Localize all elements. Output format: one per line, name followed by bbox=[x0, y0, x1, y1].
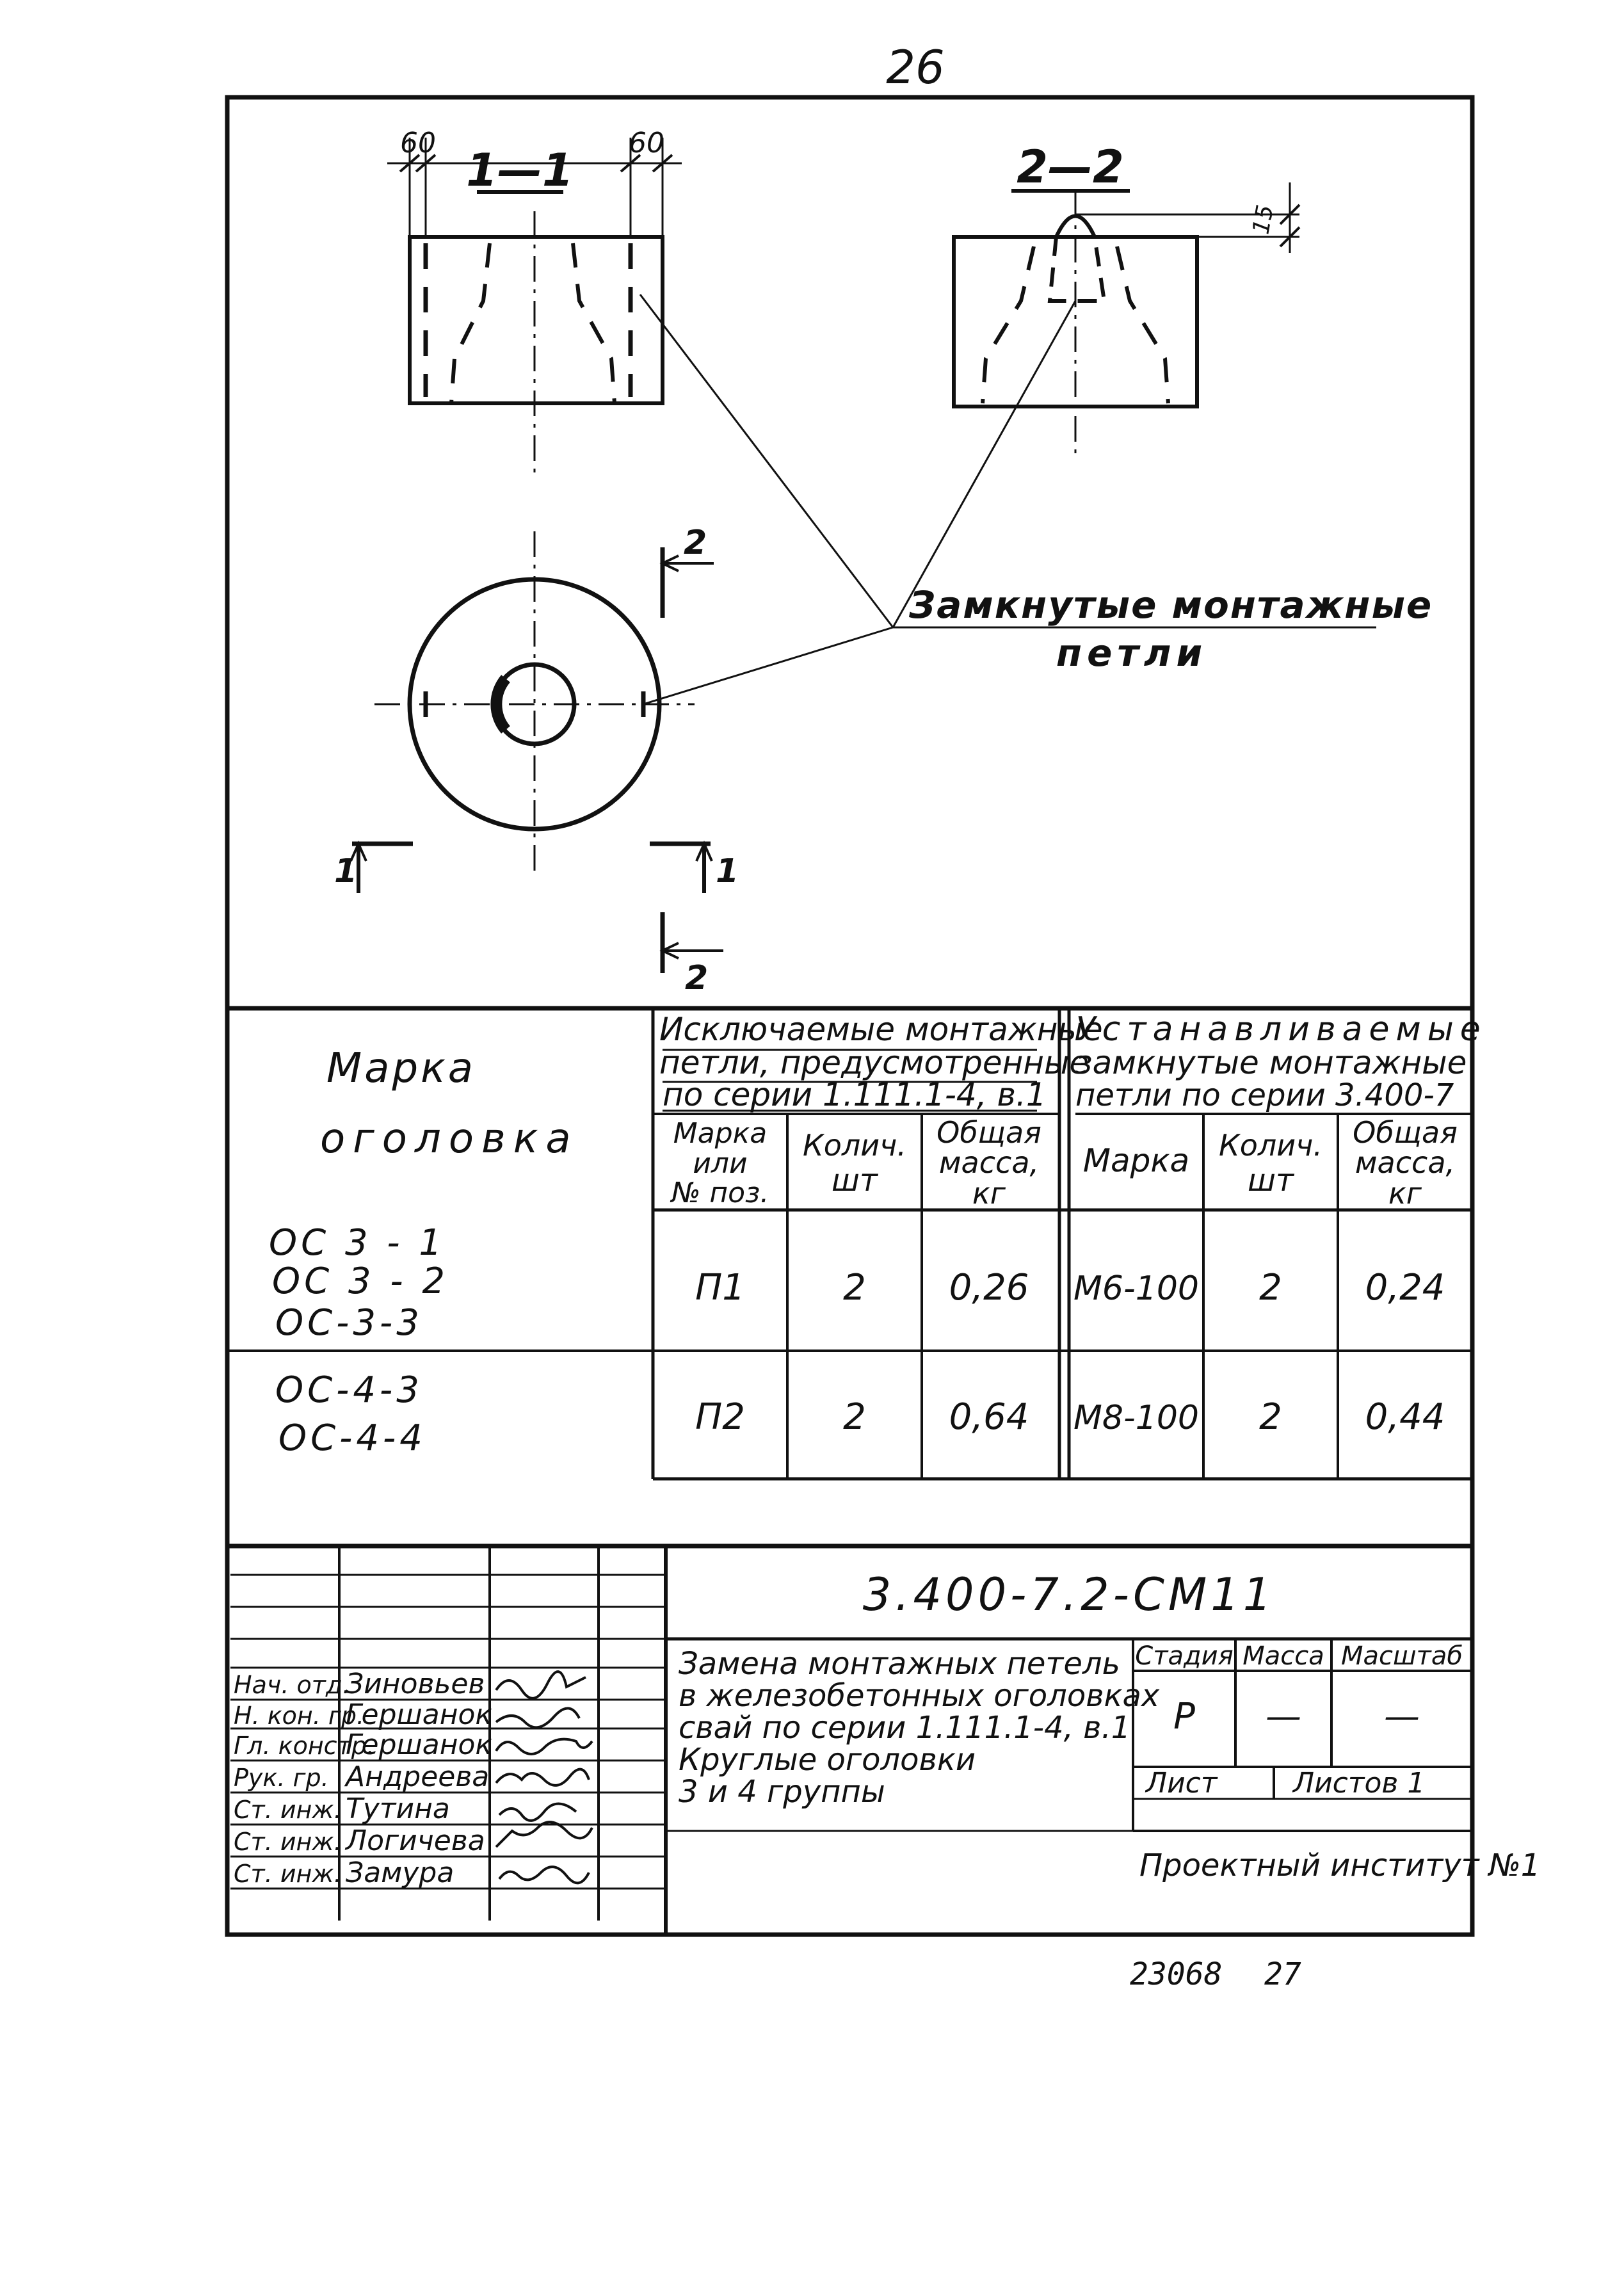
sheets-label: Листов 1 bbox=[1293, 1767, 1426, 1800]
row2-excl-mark: П2 bbox=[695, 1396, 745, 1438]
section-2-taper-left bbox=[983, 246, 1034, 403]
page-number: 26 bbox=[886, 40, 945, 94]
inventory-number: 23068 bbox=[1130, 1956, 1223, 1992]
sub-inst-qty-2: шт bbox=[1248, 1163, 1294, 1198]
cut-mark-2-top: 2 bbox=[684, 524, 707, 562]
sub-inst-mass-3: кг bbox=[1388, 1176, 1422, 1211]
staff-role-1: Нач. отд. bbox=[234, 1671, 351, 1699]
section-1-body bbox=[410, 237, 663, 403]
staff-role-6: Ст. инж. bbox=[234, 1828, 342, 1856]
cut-mark-1-right: 1 bbox=[716, 852, 739, 890]
staff-name-1: Зиновьев bbox=[346, 1668, 485, 1700]
staff-name-7: Замура bbox=[346, 1857, 454, 1889]
staff-name-5: Тутина bbox=[346, 1793, 450, 1825]
section-2-taper-right bbox=[1117, 246, 1168, 403]
table-row bbox=[275, 1369, 1445, 1459]
doc-code: 3.400-7.2-СМ11 bbox=[862, 1568, 1276, 1621]
row2-inst-mark: М8-100 bbox=[1073, 1399, 1199, 1437]
sub-excl-mark-1: Марка bbox=[673, 1117, 768, 1150]
signature-3 bbox=[496, 1739, 592, 1754]
title-line-1: Замена монтажных петель bbox=[679, 1646, 1120, 1682]
sub-excl-mass-1: Общая bbox=[937, 1115, 1041, 1150]
row1-excl-mass: 0,26 bbox=[949, 1267, 1029, 1309]
leader-line-2 bbox=[893, 301, 1075, 627]
sub-excl-mark-2: или bbox=[693, 1147, 748, 1180]
staff-role-4: Рук. гр. bbox=[234, 1764, 329, 1792]
cut-mark-2-bottom: 2 bbox=[685, 959, 709, 997]
cut-mark-1-left: 1 bbox=[334, 852, 358, 890]
sub-excl-mark-3: № поз. bbox=[671, 1177, 769, 1209]
leader-line-3 bbox=[643, 627, 893, 704]
row1-inst-qty: 2 bbox=[1259, 1267, 1282, 1309]
group-installed-line1: Устанавливаемые bbox=[1075, 1010, 1487, 1049]
staff-role-7: Ст. инж. bbox=[234, 1860, 342, 1888]
row2-mark-1: ОС-4-3 bbox=[275, 1369, 423, 1411]
staff-name-3: Гершанок bbox=[346, 1728, 493, 1761]
sub-excl-mass-2: масса, bbox=[938, 1145, 1040, 1180]
row2-inst-mass: 0,44 bbox=[1365, 1396, 1445, 1438]
signature-2 bbox=[496, 1708, 579, 1727]
row2-excl-mass: 0,64 bbox=[949, 1396, 1029, 1438]
row1-mark-3: ОС-3-3 bbox=[275, 1302, 423, 1344]
title-line-5: 3 и 4 группы bbox=[679, 1774, 885, 1810]
col-mark-title-2: оголовка bbox=[320, 1115, 579, 1163]
organization: Проектный институт №1 bbox=[1139, 1848, 1541, 1883]
section-2-2 bbox=[954, 182, 1299, 461]
sub-excl-qty-1: Колич. bbox=[803, 1128, 906, 1163]
signature-5 bbox=[499, 1804, 576, 1821]
row2-mark-2: ОС-4-4 bbox=[278, 1417, 426, 1459]
loops-callout-line1: Замкнутые монтажные bbox=[909, 583, 1433, 627]
leader-line-1 bbox=[640, 294, 893, 627]
section-1-taper-left bbox=[451, 243, 490, 403]
row1-excl-mark: П1 bbox=[695, 1267, 745, 1309]
footer-sheet-no: 27 bbox=[1264, 1956, 1301, 1992]
stage-value: Р bbox=[1173, 1696, 1195, 1737]
row2-excl-qty: 2 bbox=[843, 1396, 866, 1438]
staff-name-2: Гершанок bbox=[346, 1698, 493, 1731]
loop-outline bbox=[1050, 237, 1104, 301]
table-row bbox=[269, 1222, 1445, 1344]
sub-inst-mass-1: Общая bbox=[1353, 1115, 1458, 1150]
dim-right: 60 bbox=[629, 127, 664, 159]
plan-view bbox=[351, 294, 1376, 973]
group-excluded-line1: Исключаемые монтажные bbox=[659, 1011, 1103, 1048]
row1-inst-mass: 0,24 bbox=[1365, 1267, 1445, 1309]
signature-scribbles bbox=[496, 1672, 592, 1883]
sub-inst-mass-2: масса, bbox=[1355, 1145, 1456, 1180]
section-1-label: 1—1 bbox=[466, 144, 574, 197]
title-line-2: в железобетонных оголовках bbox=[679, 1678, 1160, 1714]
mass-label: Масса bbox=[1242, 1641, 1324, 1671]
signature-6 bbox=[496, 1822, 592, 1847]
row1-mark-1: ОС 3 - 1 bbox=[269, 1222, 446, 1264]
section-2-label: 2—2 bbox=[1017, 141, 1124, 193]
section-1-taper-right bbox=[573, 243, 615, 403]
sub-inst-qty-1: Колич. bbox=[1219, 1128, 1323, 1163]
staff-role-2: Н. кон. гр. bbox=[234, 1702, 365, 1730]
row1-excl-qty: 2 bbox=[843, 1267, 866, 1309]
staff-name-4: Андреева bbox=[346, 1760, 490, 1793]
title-line-3: свай по серии 1.111.1-4, в.1 bbox=[679, 1710, 1131, 1746]
group-excluded-line3: по серии 1.111.1-4, в.1 bbox=[663, 1076, 1047, 1113]
staff-role-5: Ст. инж. bbox=[234, 1796, 342, 1824]
sub-excl-qty-2: шт bbox=[832, 1163, 878, 1198]
mass-value: — bbox=[1266, 1696, 1301, 1737]
stage-label: Стадия bbox=[1135, 1641, 1234, 1671]
scale-value: — bbox=[1384, 1696, 1420, 1737]
staff-role-3: Гл. констр. bbox=[234, 1732, 374, 1760]
signature-1 bbox=[496, 1672, 586, 1698]
row1-inst-mark: М6-100 bbox=[1073, 1269, 1199, 1308]
sub-excl-mass-3: кг bbox=[972, 1176, 1006, 1211]
signature-4 bbox=[496, 1769, 589, 1785]
staff-name-6: Логичева bbox=[346, 1825, 485, 1857]
loops-callout-line2: петли bbox=[1056, 631, 1208, 675]
col-mark-title-1: Марка bbox=[326, 1045, 476, 1092]
dim-left: 60 bbox=[400, 127, 436, 159]
signature-7 bbox=[499, 1867, 589, 1883]
sheet-label: Лист bbox=[1146, 1767, 1218, 1800]
group-installed-line3: петли по серии 3.400-7 bbox=[1075, 1077, 1454, 1113]
scale-label: Масштаб bbox=[1340, 1641, 1463, 1671]
group-excluded-line2: петли, предусмотренные bbox=[659, 1044, 1089, 1081]
dim-loop: 15 bbox=[1248, 202, 1279, 237]
sub-inst-mark: Марка bbox=[1082, 1142, 1190, 1179]
row2-inst-qty: 2 bbox=[1259, 1396, 1282, 1438]
row1-mark-2: ОС 3 - 2 bbox=[272, 1261, 449, 1302]
title-line-4: Круглые оголовки bbox=[679, 1742, 976, 1778]
group-installed-line2: замкнутые монтажные bbox=[1075, 1044, 1467, 1081]
